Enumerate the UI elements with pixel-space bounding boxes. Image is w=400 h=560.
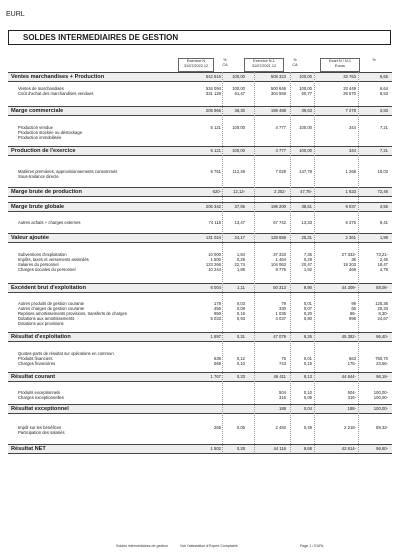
row-value: 100,00 bbox=[232, 74, 245, 79]
row-value: 131 024 bbox=[205, 235, 221, 240]
row-value: 36 bbox=[351, 257, 356, 262]
total-row bbox=[8, 108, 392, 116]
row-value: 0,33 bbox=[236, 374, 245, 379]
row-value: 100,00 bbox=[299, 125, 312, 130]
row-label: Marge brute globale bbox=[11, 204, 65, 210]
row-label: Marge commerciale bbox=[11, 108, 64, 114]
header-ecart: Ecart N / N-1 Euros bbox=[320, 58, 360, 72]
row-value: 205 966 bbox=[205, 108, 221, 113]
row-separator bbox=[8, 72, 392, 73]
header-pct-n: % CA bbox=[222, 58, 228, 67]
row-separator bbox=[8, 187, 392, 188]
row-value: 7,21 bbox=[379, 148, 388, 153]
row-value: 9,26 bbox=[303, 334, 312, 339]
row-value: 188- bbox=[347, 406, 356, 411]
row-value: 8,68 bbox=[303, 446, 312, 451]
row-value: 9,90 bbox=[303, 285, 312, 290]
row-value: 265 bbox=[214, 425, 221, 430]
row-label: Autres charges de gestion courante bbox=[18, 306, 85, 311]
row-label: Coût d'achat des marchandises vendues bbox=[18, 91, 94, 96]
total-row bbox=[8, 446, 392, 454]
row-value: 1 767 bbox=[210, 374, 221, 379]
row-value: 88,06- bbox=[376, 285, 388, 290]
row-value: 0,49 bbox=[303, 425, 312, 430]
row-label: Marge brute de production bbox=[11, 189, 82, 195]
total-row bbox=[8, 406, 392, 414]
row-value: 9 775 bbox=[275, 267, 286, 272]
row-value: 61,47 bbox=[234, 91, 245, 96]
row-separator bbox=[8, 146, 392, 147]
row-value: 44 644- bbox=[341, 374, 356, 379]
row-label: Sous-traitance directe bbox=[18, 174, 59, 179]
row-value: 44 309- bbox=[341, 285, 356, 290]
row-label: Impôt sur les bénéfices bbox=[18, 425, 62, 430]
row-value: 100,00- bbox=[373, 395, 388, 400]
row-value: 18,03 bbox=[377, 169, 388, 174]
row-value: 1,11 bbox=[237, 285, 245, 290]
row-value: 27 333- bbox=[341, 252, 356, 257]
row-value: 100,00 bbox=[232, 125, 245, 130]
row-value: 128 659 bbox=[270, 235, 286, 240]
row-value: 50 313 bbox=[273, 285, 286, 290]
row-value: 7 278 bbox=[345, 108, 356, 113]
total-row bbox=[8, 189, 392, 197]
row-value: 504- bbox=[347, 390, 356, 395]
row-value: 12,13- bbox=[233, 189, 245, 194]
total-row bbox=[8, 204, 392, 212]
row-value: 469 bbox=[349, 267, 356, 272]
row-value: 0,06 bbox=[303, 395, 312, 400]
row-value: 1 464 bbox=[275, 257, 286, 262]
row-value: 4,79 bbox=[379, 267, 388, 272]
row-value: 2 218- bbox=[344, 425, 356, 430]
row-label: Charges exceptionnelles bbox=[18, 395, 64, 400]
total-row bbox=[8, 74, 392, 82]
row-value: 42 614- bbox=[341, 446, 356, 451]
row-value: 205 342 bbox=[205, 204, 221, 209]
row-label: Excédent brut d'exploitation bbox=[11, 285, 86, 291]
row-value: 96,40- bbox=[376, 334, 388, 339]
table-row bbox=[8, 135, 392, 143]
row-label: Ventes de marchandises bbox=[18, 86, 64, 91]
row-value: 25,31 bbox=[301, 235, 312, 240]
row-value: 0,15 bbox=[303, 361, 312, 366]
row-value: 4 777 bbox=[275, 148, 286, 153]
row-value: 8,53 bbox=[379, 91, 388, 96]
row-value: 0,93 bbox=[236, 316, 245, 321]
row-value: 568 bbox=[214, 361, 221, 366]
row-value: 37,85 bbox=[234, 204, 245, 209]
row-label: Produits financiers bbox=[18, 356, 53, 361]
row-value: 46 411 bbox=[273, 374, 286, 379]
row-label: Production de l'exercice bbox=[11, 148, 76, 154]
row-value: 0,01 bbox=[303, 301, 312, 306]
row-value: 0,12 bbox=[236, 356, 245, 361]
row-value: 6 004 bbox=[210, 285, 221, 290]
row-label: Salaires du personnel bbox=[18, 262, 59, 267]
total-row bbox=[8, 374, 392, 382]
row-label: Impôts, taxes et versements assimilés bbox=[18, 257, 89, 262]
row-label: Reprises amortissements provisions, transferts de charges bbox=[18, 311, 127, 316]
row-value: 9,41 bbox=[379, 220, 388, 225]
row-value: 4,55 bbox=[379, 204, 388, 209]
row-value: 508 323 bbox=[270, 74, 286, 79]
row-separator bbox=[8, 106, 392, 107]
table-row bbox=[8, 395, 392, 403]
row-value: 542 816 bbox=[205, 74, 221, 79]
row-value: 0,80 bbox=[303, 316, 312, 321]
row-value: 0,28 bbox=[236, 257, 245, 262]
row-label: Résultat courant bbox=[11, 374, 56, 380]
row-value: 0,10 bbox=[303, 390, 312, 395]
row-value: 44 116 bbox=[273, 446, 286, 451]
row-value: 5 761 bbox=[210, 169, 221, 174]
row-value: 147,78 bbox=[299, 169, 312, 174]
row-value: 47 079 bbox=[273, 334, 286, 339]
row-value: 47,78- bbox=[300, 189, 312, 194]
row-value: 534 094 bbox=[205, 86, 221, 91]
row-value: 0,29 bbox=[303, 257, 312, 262]
row-value: 1,89 bbox=[236, 267, 245, 272]
row-label: Quotes-parts de résultat sur opérations en commun bbox=[18, 351, 114, 356]
row-label: Résultat d'exploitation bbox=[11, 334, 71, 340]
row-value: 1,92 bbox=[303, 267, 312, 272]
row-value: 5 121 bbox=[210, 125, 221, 130]
total-row bbox=[8, 235, 392, 243]
row-value: 0,31 bbox=[236, 334, 245, 339]
footer-mid: Voir l'attestation d'Expert Comptable bbox=[180, 544, 238, 548]
row-value: 100,00- bbox=[373, 406, 388, 411]
row-value: 7 029 bbox=[275, 169, 286, 174]
row-value: 38,30 bbox=[234, 108, 245, 113]
row-value: 6,64 bbox=[379, 86, 388, 91]
row-separator bbox=[8, 332, 392, 333]
row-value: 112,49 bbox=[232, 169, 245, 174]
row-value: 6,65 bbox=[379, 74, 388, 79]
row-value: 45 382- bbox=[341, 334, 356, 339]
total-row bbox=[8, 148, 392, 156]
row-label: Résultat exceptionnel bbox=[11, 406, 69, 412]
row-label: Production vendue bbox=[18, 125, 53, 130]
row-value: 96,60- bbox=[376, 446, 388, 451]
row-label: Valeur ajoutée bbox=[11, 235, 49, 241]
row-value: 13,33 bbox=[301, 220, 312, 225]
table-row bbox=[8, 430, 392, 438]
row-value: 100,00 bbox=[299, 148, 312, 153]
row-value: 0,28 bbox=[236, 446, 245, 451]
row-value: 100,00 bbox=[232, 86, 245, 91]
row-value: 75 bbox=[281, 356, 286, 361]
row-separator bbox=[8, 233, 392, 234]
row-value: 100,00- bbox=[373, 390, 388, 395]
row-value: 66 bbox=[351, 306, 356, 311]
row-value: 4 777 bbox=[275, 125, 286, 130]
row-value: 344 bbox=[349, 148, 356, 153]
row-separator bbox=[8, 372, 392, 373]
row-value: 4 037 bbox=[275, 316, 286, 321]
row-label: Subventions d'exploitation bbox=[18, 252, 67, 257]
row-value: 33 763 bbox=[343, 74, 356, 79]
row-value: 620- bbox=[212, 189, 221, 194]
row-label: Produits exceptionnels bbox=[18, 390, 61, 395]
row-value: 19 203 bbox=[343, 262, 356, 267]
row-value: 950 bbox=[214, 311, 221, 316]
row-value: 188 bbox=[279, 406, 286, 411]
row-value: 2 361 bbox=[345, 235, 356, 240]
row-value: 330 bbox=[279, 306, 286, 311]
row-value: 1 502 bbox=[210, 446, 221, 451]
row-separator bbox=[8, 202, 392, 203]
row-label: Dotations aux amortissements bbox=[18, 316, 75, 321]
row-value: 0,04 bbox=[303, 406, 312, 411]
row-value: 23,56- bbox=[376, 361, 388, 366]
row-value: 39,63 bbox=[301, 108, 312, 113]
page-title: SOLDES INTERMEDIAIRES DE GESTION bbox=[8, 30, 391, 45]
header-exercice-n1: Exercice N-1 31/07/2021 12 bbox=[244, 58, 284, 72]
row-value: 9,13 bbox=[303, 374, 312, 379]
row-value: 0,07 bbox=[303, 306, 312, 311]
row-value: 316 bbox=[279, 395, 286, 400]
row-value: 125,36 bbox=[375, 301, 388, 306]
row-value: 72,46 bbox=[377, 189, 388, 194]
row-label: Charges financières bbox=[18, 361, 56, 366]
row-label: Production stockée ou déstockage bbox=[18, 130, 83, 135]
row-value: 5 121 bbox=[210, 148, 221, 153]
row-value: 504 bbox=[279, 390, 286, 395]
row-value: 1,84 bbox=[236, 252, 245, 257]
row-value: 1 268 bbox=[345, 169, 356, 174]
row-value: 67 742 bbox=[273, 220, 286, 225]
table-row bbox=[8, 91, 392, 99]
row-separator bbox=[8, 444, 392, 445]
row-value: 96,19- bbox=[376, 374, 388, 379]
row-value: 563 bbox=[349, 356, 356, 361]
row-value: 73,21- bbox=[376, 252, 388, 257]
row-value: 0,20 bbox=[303, 311, 312, 316]
table-row bbox=[8, 321, 392, 329]
row-label: Résultat NET bbox=[11, 446, 46, 452]
row-value: 9 037 bbox=[345, 204, 356, 209]
table-row bbox=[8, 174, 392, 182]
row-value: 456 bbox=[214, 306, 221, 311]
row-value: 24,67 bbox=[377, 316, 388, 321]
row-value: 104 063 bbox=[270, 262, 286, 267]
row-value: 99 bbox=[351, 301, 356, 306]
row-value: 0,18 bbox=[236, 311, 245, 316]
row-value: 1 697 bbox=[210, 334, 221, 339]
row-value: 22,74 bbox=[234, 262, 245, 267]
table-row bbox=[8, 267, 392, 275]
row-value: 304 558 bbox=[270, 91, 286, 96]
row-label: Charges sociales du personnel bbox=[18, 267, 76, 272]
row-value: 33 449 bbox=[343, 86, 356, 91]
row-value: 5 033 bbox=[210, 316, 221, 321]
row-value: 37 333 bbox=[273, 252, 286, 257]
header-exercice-n: Exercice N 31/07/2022 12 bbox=[178, 58, 214, 72]
row-value: 2,46 bbox=[379, 257, 388, 262]
row-value: 123 266 bbox=[205, 262, 221, 267]
row-value: 0,01 bbox=[303, 356, 312, 361]
row-value: 74 118 bbox=[208, 220, 221, 225]
footer-right: Page 1 / EURL bbox=[300, 544, 324, 548]
row-value: 89,33- bbox=[376, 425, 388, 430]
row-value: 1 036 bbox=[275, 311, 286, 316]
row-value: 100,00 bbox=[232, 148, 245, 153]
row-value: 0,10 bbox=[236, 361, 245, 366]
row-value: 6 376 bbox=[345, 220, 356, 225]
row-value: 79 bbox=[281, 301, 286, 306]
table-row bbox=[8, 220, 392, 228]
table-row bbox=[8, 361, 392, 369]
row-value: 198 488 bbox=[270, 108, 286, 113]
row-value: 7,21 bbox=[379, 125, 388, 130]
row-separator bbox=[8, 283, 392, 284]
total-row bbox=[8, 334, 392, 342]
row-value: 344 bbox=[349, 125, 356, 130]
row-value: 100,00 bbox=[299, 74, 312, 79]
header-ecart-pct: % bbox=[372, 58, 376, 62]
row-value: 1,99 bbox=[379, 235, 388, 240]
row-value: 743 bbox=[279, 361, 286, 366]
row-separator bbox=[8, 404, 392, 405]
row-value: 196 200 bbox=[270, 204, 286, 209]
header-pct-n1: % CA bbox=[292, 58, 298, 67]
row-value: 316- bbox=[347, 395, 356, 400]
row-value: 20,33 bbox=[377, 306, 388, 311]
row-value: 7,35 bbox=[303, 252, 312, 257]
row-value: 3,83 bbox=[379, 108, 388, 113]
row-value: 0,08 bbox=[236, 306, 245, 311]
row-label: Participation des salariés bbox=[18, 430, 65, 435]
row-value: 86- bbox=[349, 311, 356, 316]
row-value: 178 bbox=[214, 301, 221, 306]
row-value: 10 000 bbox=[208, 252, 221, 257]
row-value: 8,30- bbox=[378, 311, 388, 316]
row-value: 24,17 bbox=[234, 235, 245, 240]
row-value: 2 252- bbox=[274, 189, 286, 194]
row-value: 1 500 bbox=[210, 257, 221, 262]
row-value: 750,70 bbox=[375, 356, 388, 361]
row-label: Dotations aux provisions bbox=[18, 321, 64, 326]
footer-left: Soldes intermédiaires de gestion bbox=[116, 544, 169, 548]
row-value: 26 570 bbox=[343, 91, 356, 96]
row-label: Autres achats + charges externes bbox=[18, 220, 81, 225]
document-label: EURL bbox=[6, 11, 25, 18]
row-value: 13,47 bbox=[234, 220, 245, 225]
row-value: 996 bbox=[349, 316, 356, 321]
row-value: 2 483 bbox=[275, 425, 286, 430]
row-value: 1 633 bbox=[345, 189, 356, 194]
row-value: 10 244 bbox=[208, 267, 221, 272]
row-value: 638 bbox=[214, 356, 221, 361]
row-value: 0,05 bbox=[236, 425, 245, 430]
row-label: Ventes marchandises + Production bbox=[11, 74, 105, 80]
row-value: 175- bbox=[347, 361, 356, 366]
row-value: 331 128 bbox=[205, 91, 221, 96]
row-value: 38,61 bbox=[301, 204, 312, 209]
row-label: Matières premières, approvisionnements consommés bbox=[18, 169, 118, 174]
row-label: Production immobilisée bbox=[18, 135, 62, 140]
row-label: Autres produits de gestion courante bbox=[18, 301, 85, 306]
total-row bbox=[8, 285, 392, 293]
row-value: 100,00 bbox=[299, 86, 312, 91]
row-value: 500 646 bbox=[270, 86, 286, 91]
row-value: 18,47 bbox=[377, 262, 388, 267]
row-value: 20,47 bbox=[301, 262, 312, 267]
row-value: 0,03 bbox=[236, 301, 245, 306]
row-value: 60,77 bbox=[301, 91, 312, 96]
